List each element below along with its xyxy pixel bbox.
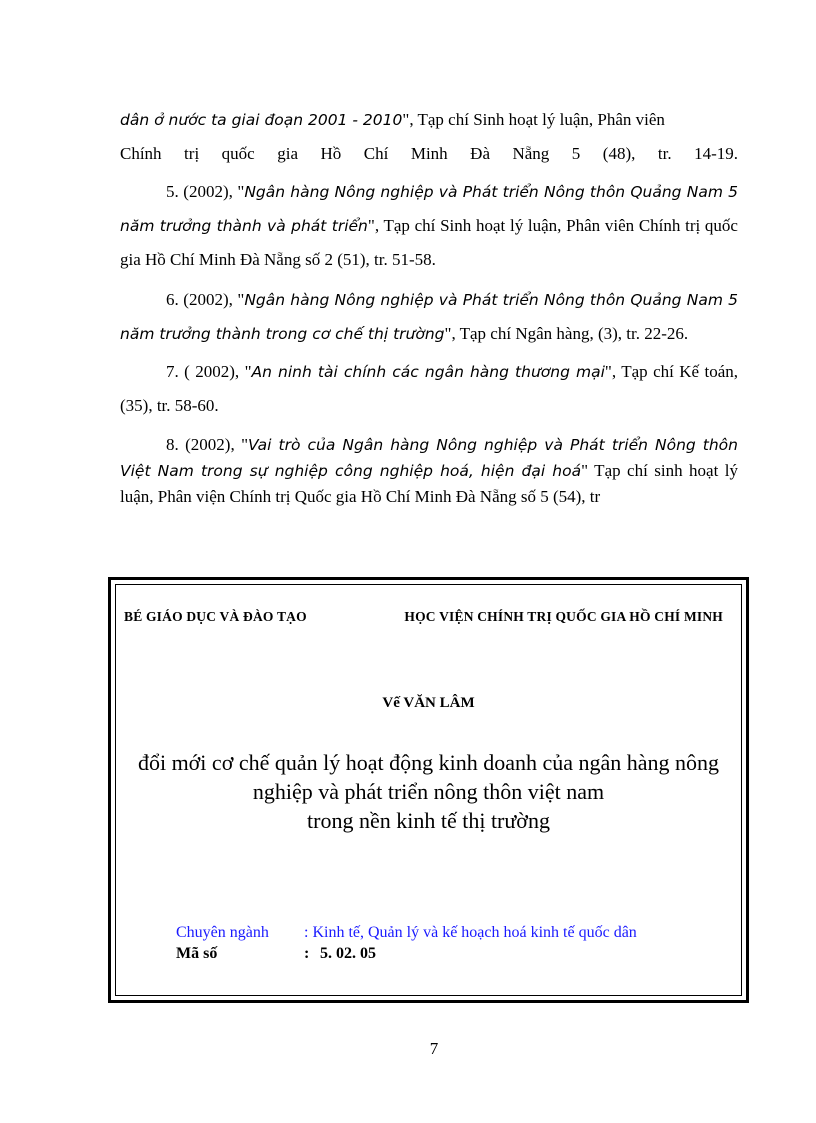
reference-5-prefix: 5. (2002), " <box>166 182 245 201</box>
reference-8-prefix: 8. (2002), " <box>166 435 249 454</box>
major-value: : Kinh tế, Quản lý và kế hoạch hoá kinh tế quốc dân <box>304 924 637 941</box>
reference-6-suffix: ", Tạp chí Ngân hàng, (3), tr. 22-26. <box>444 324 689 343</box>
code-line <box>176 945 376 963</box>
reference-6-prefix: 6. (2002), " <box>166 290 245 309</box>
reference-5-text <box>120 175 738 276</box>
reference-4-rest: ", Tạp chí Sinh hoạt lý luận, Phân viên <box>402 110 665 129</box>
thesis-title-line-1: đổi mới cơ chế quản lý hoạt động kinh doanh của ngân hàng nông <box>137 750 720 775</box>
reference-5-title: Ngân hàng Nông nghiệp và Phát triển Nông thôn Quảng Nam 5 năm trưởng thành và phát triển <box>120 183 738 235</box>
reference-5-suffix: ", Tạp chí Sinh hoạt lý luận, Phân viên Chính trị quốc gia Hồ Chí Minh Đà Nẵng số 2 (51), tr. 51-58. <box>120 216 738 269</box>
cover-page-inner-border <box>115 584 742 996</box>
reference-7-text <box>120 355 738 422</box>
reference-7-suffix: ", Tạp chí Kế toán, (35), tr. 58-60. <box>120 362 739 415</box>
cover-page-frame <box>108 577 749 1003</box>
reference-8-text <box>120 432 738 509</box>
reference-4-italic: dân ở nước ta giai đoạn 2001 - 2010 <box>120 111 403 129</box>
author-name: Vế VĂN LÂM <box>382 695 475 711</box>
thesis-title <box>116 748 741 835</box>
reference-8-title: Vai trò của Ngân hàng Nông nghiệp và Phát triển Nông thôn Việt Nam trong sự nghiệp công nghiệp hoá, hiện đại hoá <box>120 436 738 480</box>
major-line <box>176 924 637 942</box>
code-separator: : <box>304 945 310 962</box>
thesis-title-line-2: nghiệp và phát triển nông thôn việt nam <box>252 779 605 804</box>
reference-7-prefix: 7. ( 2002), " <box>166 362 252 381</box>
reference-6-title: Ngân hàng Nông nghiệp và Phát triển Nông thôn Quảng Nam 5 năm trưởng thành trong cơ chế thị trường <box>120 291 738 343</box>
page-number: 7 <box>429 1039 439 1058</box>
thesis-title-line-3: trong nền kinh tế thị trường <box>307 808 550 833</box>
reference-7-title: An ninh tài chính các ngân hàng thương mại <box>251 363 605 381</box>
academy-header: HỌC VIỆN CHÍNH TRỊ QUỐC GIA HỒ CHÍ MINH <box>404 609 723 624</box>
ministry-header: BÉ GIÁO DỤC VÀ ĐÀO TẠO <box>124 609 307 624</box>
reference-6 <box>120 283 738 351</box>
reference-8-suffix: " Tạp chí sinh hoạt lý luận, Phân viện Chính trị Quốc gia Hồ Chí Minh Đà Nẵng số 5 (54), tr <box>120 461 738 506</box>
reference-4 <box>120 103 738 170</box>
code-label: Mã số <box>176 945 218 962</box>
reference-4-line1 <box>120 103 738 137</box>
code-value: 5. 02. 05 <box>320 945 376 962</box>
reference-4-line2: Chính trị quốc gia Hồ Chí Minh Đà Nẵng 5 (48), tr. 14-19. <box>120 144 738 163</box>
reference-6-text <box>120 283 738 351</box>
reference-7 <box>120 355 738 422</box>
reference-8 <box>120 432 738 509</box>
major-label: Chuyên ngành <box>176 924 269 941</box>
reference-5 <box>120 175 738 276</box>
